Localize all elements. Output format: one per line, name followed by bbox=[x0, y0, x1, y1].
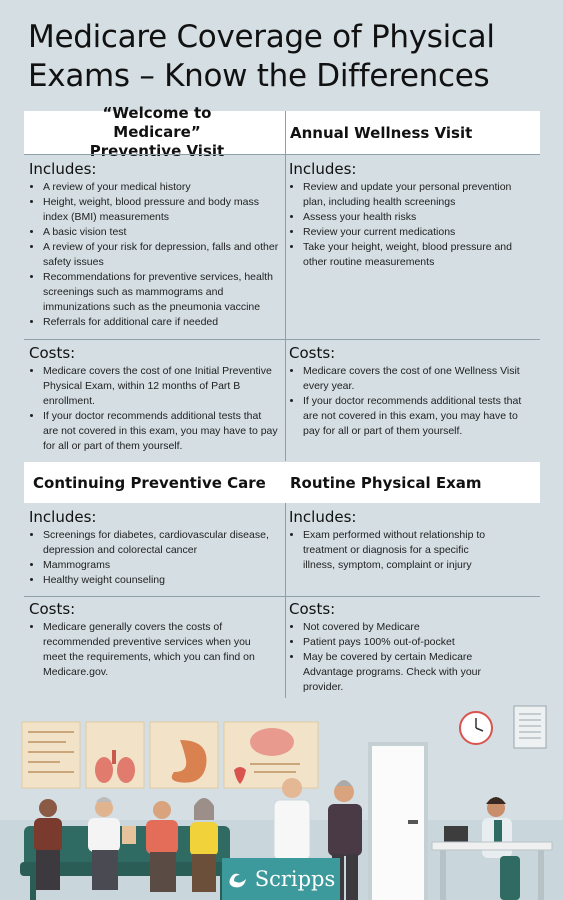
stomach-poster bbox=[150, 722, 218, 788]
welcome-costs-list bbox=[29, 364, 279, 454]
scripps-logo bbox=[222, 858, 340, 900]
continuing-care-header bbox=[33, 462, 283, 503]
list-item: • Review your current medications bbox=[303, 225, 533, 240]
wall-notice bbox=[514, 706, 546, 748]
wellness-includes-list bbox=[289, 180, 533, 270]
wellness-costs bbox=[289, 344, 533, 439]
routine-costs-label: Costs: bbox=[289, 600, 336, 618]
list-item: • Height, weight, blood pressure and body mass index (BMI) measurements bbox=[43, 195, 279, 225]
welcome-includes bbox=[29, 160, 279, 330]
clock-icon bbox=[460, 712, 492, 744]
row-divider bbox=[24, 596, 540, 597]
list-item: • Take your height, weight, blood pressure and other routine measurements bbox=[303, 240, 533, 270]
patient-figure bbox=[146, 801, 178, 892]
list-item: • Review and update your personal prevention plan, including health screenings bbox=[303, 180, 533, 210]
patient-figure bbox=[34, 799, 62, 890]
list-item: • Healthy weight counseling bbox=[43, 573, 279, 588]
lungs-poster bbox=[86, 722, 144, 788]
continuing-costs-label: Costs: bbox=[29, 600, 76, 618]
welcome-includes-list bbox=[29, 180, 279, 330]
routine-costs-list bbox=[289, 620, 485, 695]
continuing-care-title: Continuing Preventive Care bbox=[33, 473, 266, 492]
list-item: • Not covered by Medicare bbox=[303, 620, 485, 635]
patient-figure bbox=[190, 798, 218, 892]
welcome-costs bbox=[29, 344, 279, 454]
list-item: • A basic vision test bbox=[43, 225, 279, 240]
list-item: • Medicare covers the cost of one Initial Preventive Physical Exam, within 12 months of Part B enrollment. bbox=[43, 364, 279, 409]
continuing-costs bbox=[29, 600, 269, 680]
scripps-logo-text: Scripps bbox=[254, 867, 336, 891]
column-divider-top bbox=[285, 111, 286, 461]
routine-includes-list bbox=[289, 528, 499, 573]
welcome-costs-label: Costs: bbox=[29, 344, 76, 362]
list-item: • A review of your risk for depression, falls and other safety issues bbox=[43, 240, 279, 270]
welcome-includes-label: Includes: bbox=[29, 160, 97, 178]
routine-exam-header bbox=[290, 462, 530, 503]
row-divider bbox=[24, 339, 540, 340]
routine-includes-label: Includes: bbox=[289, 508, 357, 526]
list-item: • Exam performed without relationship to treatment or diagnosis for a specific illness, symptom, complaint or injury bbox=[303, 528, 499, 573]
page-title: Medicare Coverage of Physical Exams – Know the Differences bbox=[28, 19, 495, 94]
brain-poster bbox=[224, 722, 318, 788]
wellness-includes-label: Includes: bbox=[289, 160, 357, 178]
list-item: • If your doctor recommends additional tests that are not covered in this exam, you may have to pay for all or part of them yourself. bbox=[43, 409, 279, 454]
list-item: • Referrals for additional care if needed bbox=[43, 315, 279, 330]
door bbox=[368, 742, 428, 900]
top-header-row bbox=[24, 104, 540, 160]
routine-costs bbox=[289, 600, 485, 695]
list-item: • Medicare covers the cost of one Wellness Visit every year. bbox=[303, 364, 533, 394]
list-item: • May be covered by certain Medicare Advantage programs. Check with your provider. bbox=[303, 650, 485, 695]
routine-includes bbox=[289, 508, 499, 573]
list-item: • Assess your health risks bbox=[303, 210, 533, 225]
wellness-costs-label: Costs: bbox=[289, 344, 336, 362]
continuing-costs-list bbox=[29, 620, 269, 680]
list-item: • If your doctor recommends additional tests that are not covered in this exam, you may have to pay for all or part of them yourself. bbox=[303, 394, 533, 439]
bottom-header-row bbox=[24, 462, 540, 503]
list-item: • Patient pays 100% out-of-pocket bbox=[303, 635, 485, 650]
continuing-includes-list bbox=[29, 528, 279, 588]
annual-wellness-title: Annual Wellness Visit bbox=[290, 123, 473, 142]
continuing-includes bbox=[29, 508, 279, 588]
scripps-logo-icon bbox=[227, 868, 249, 890]
list-item: • Medicare generally covers the costs of recommended preventive services when you meet the requirements, which you can find on Medicare.gov. bbox=[43, 620, 269, 680]
wellness-costs-list bbox=[289, 364, 533, 439]
wellness-includes bbox=[289, 160, 533, 270]
list-item: • Recommendations for preventive services, health screenings such as mammograms and immunizations such as the pneumonia vaccine bbox=[43, 270, 279, 315]
medical-poster-1 bbox=[22, 722, 80, 788]
routine-exam-title: Routine Physical Exam bbox=[290, 473, 482, 492]
list-item: • A review of your medical history bbox=[43, 180, 279, 195]
row-divider bbox=[24, 154, 540, 155]
list-item: • Mammograms bbox=[43, 558, 279, 573]
welcome-visit-title: “Welcome to Medicare” Preventive Visit bbox=[89, 104, 225, 160]
continuing-includes-label: Includes: bbox=[29, 508, 97, 526]
list-item: • Screenings for diabetes, cardiovascular disease, depression and colorectal cancer bbox=[43, 528, 279, 558]
annual-wellness-header bbox=[290, 111, 530, 154]
welcome-visit-header bbox=[32, 104, 282, 160]
